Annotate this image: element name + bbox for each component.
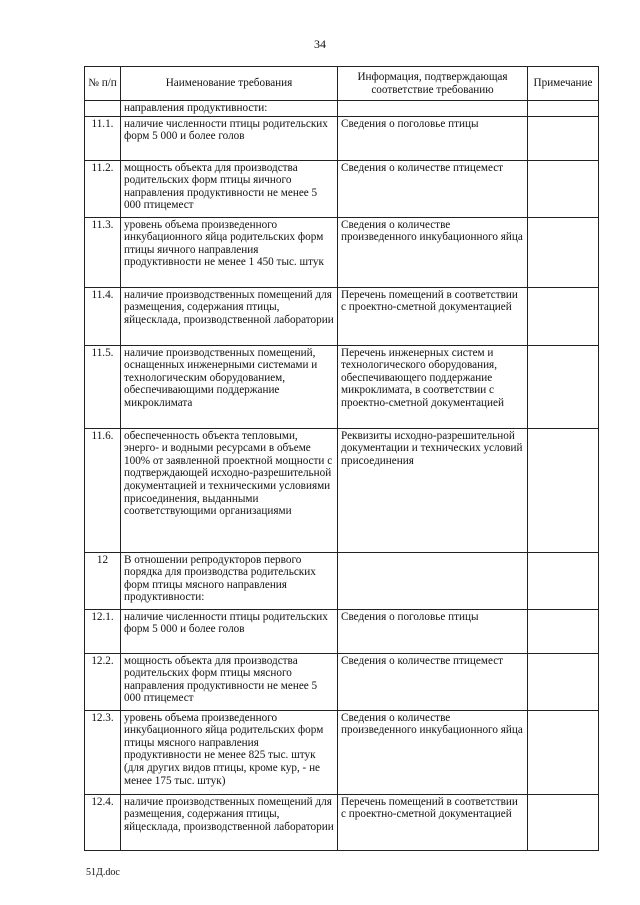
row-note xyxy=(528,609,599,653)
row-note xyxy=(528,552,599,609)
table-row xyxy=(85,609,599,653)
continuation-info xyxy=(338,101,528,117)
row-requirement: уровень объема произведенного инкубационного яйца родительских форм птицы яичного направления продуктивности не менее 1 450 тыс. штук xyxy=(121,217,338,287)
row-requirement: наличие численности птицы родительских форм 5 000 и более голов xyxy=(121,609,338,653)
row-requirement: мощность объекта для производства родительских форм птицы мясного направления продуктивности не менее 5 000 птицемест xyxy=(121,653,338,710)
row-number: 11.2. xyxy=(85,160,121,217)
footer-filename: 51Д.doc xyxy=(86,867,120,878)
row-requirement: В отношении репродукторов первого порядка для производства родительских форм птицы мясного направления продуктивности: xyxy=(121,552,338,609)
table-row xyxy=(85,428,599,552)
table-row xyxy=(85,116,599,160)
table-row xyxy=(85,345,599,428)
header-note: Примечание xyxy=(528,67,599,101)
row-number: 11.4. xyxy=(85,287,121,345)
row-number: 12.1. xyxy=(85,609,121,653)
table-row xyxy=(85,160,599,217)
row-requirement: мощность объекта для производства родительских форм птицы яичного направления продуктивности не менее 5 000 птицемест xyxy=(121,160,338,217)
row-confirmation: Сведения о количестве произведенного инкубационного яйца xyxy=(338,710,528,794)
row-confirmation xyxy=(338,552,528,609)
row-confirmation: Сведения о количестве произведенного инкубационного яйца xyxy=(338,217,528,287)
row-number: 11.1. xyxy=(85,116,121,160)
row-requirement: наличие производственных помещений для размещения, содержания птицы, яйцесклада, производственной лаборатории xyxy=(121,794,338,850)
continuation-note xyxy=(528,101,599,117)
row-requirement: наличие производственных помещений для размещения, содержания птицы, яйцесклада, производственной лаборатории xyxy=(121,287,338,345)
table-row xyxy=(85,552,599,609)
header-num: № п/п xyxy=(85,67,121,101)
row-note xyxy=(528,653,599,710)
requirements-table xyxy=(84,66,599,851)
row-number: 12.4. xyxy=(85,794,121,850)
row-confirmation: Перечень помещений в соответствии с проектно-сметной документацией xyxy=(338,794,528,850)
row-note xyxy=(528,710,599,794)
row-note xyxy=(528,217,599,287)
row-note xyxy=(528,794,599,850)
row-number: 12 xyxy=(85,552,121,609)
row-requirement: обеспеченность объекта тепловыми, энерго- и водными ресурсами в объеме 100% от заявленной проектной мощности с подтверждающей исходно-разрешительной документацией и техническими условиями присоединения, выданными соответствующими организациями xyxy=(121,428,338,552)
row-number: 12.2. xyxy=(85,653,121,710)
page-number: 34 xyxy=(314,37,326,51)
row-number: 11.5. xyxy=(85,345,121,428)
row-note xyxy=(528,287,599,345)
row-confirmation: Перечень помещений в соответствии с проектно-сметной документацией xyxy=(338,287,528,345)
row-confirmation: Реквизиты исходно-разрешительной документации и технических условий присоединения xyxy=(338,428,528,552)
continuation-row xyxy=(85,101,599,117)
row-number: 11.6. xyxy=(85,428,121,552)
row-confirmation: Перечень инженерных систем и технологического оборудования, обеспечивающего поддержание микроклимата, в соответствии с проектно-сметной документацией xyxy=(338,345,528,428)
row-requirement: наличие производственных помещений, оснащенных инженерными системами и технологическим оборудованием, обеспечивающими поддержание микроклимата xyxy=(121,345,338,428)
continuation-num xyxy=(85,101,121,117)
row-requirement: наличие численности птицы родительских форм 5 000 и более голов xyxy=(121,116,338,160)
row-note xyxy=(528,428,599,552)
header-name: Наименование требования xyxy=(121,67,338,101)
row-note xyxy=(528,160,599,217)
row-confirmation: Сведения о количестве птицемест xyxy=(338,160,528,217)
row-requirement: уровень объема произведенного инкубационного яйца родительских форм птицы мясного направления продуктивности не менее 825 тыс. штук (для других видов птицы, кроме кур, - не менее 175 тыс. штук) xyxy=(121,710,338,794)
row-number: 11.3. xyxy=(85,217,121,287)
table-header-row xyxy=(85,67,599,101)
table-row xyxy=(85,217,599,287)
header-info: Информация, подтверждающая соответствие требованию xyxy=(338,67,528,101)
table-row xyxy=(85,794,599,850)
row-number: 12.3. xyxy=(85,710,121,794)
continuation-text: направления продуктивности: xyxy=(121,101,338,117)
row-confirmation: Сведения о количестве птицемест xyxy=(338,653,528,710)
row-confirmation: Сведения о поголовье птицы xyxy=(338,116,528,160)
row-note xyxy=(528,345,599,428)
table-row xyxy=(85,653,599,710)
table-row xyxy=(85,287,599,345)
row-confirmation: Сведения о поголовье птицы xyxy=(338,609,528,653)
table-row xyxy=(85,710,599,794)
row-note xyxy=(528,116,599,160)
